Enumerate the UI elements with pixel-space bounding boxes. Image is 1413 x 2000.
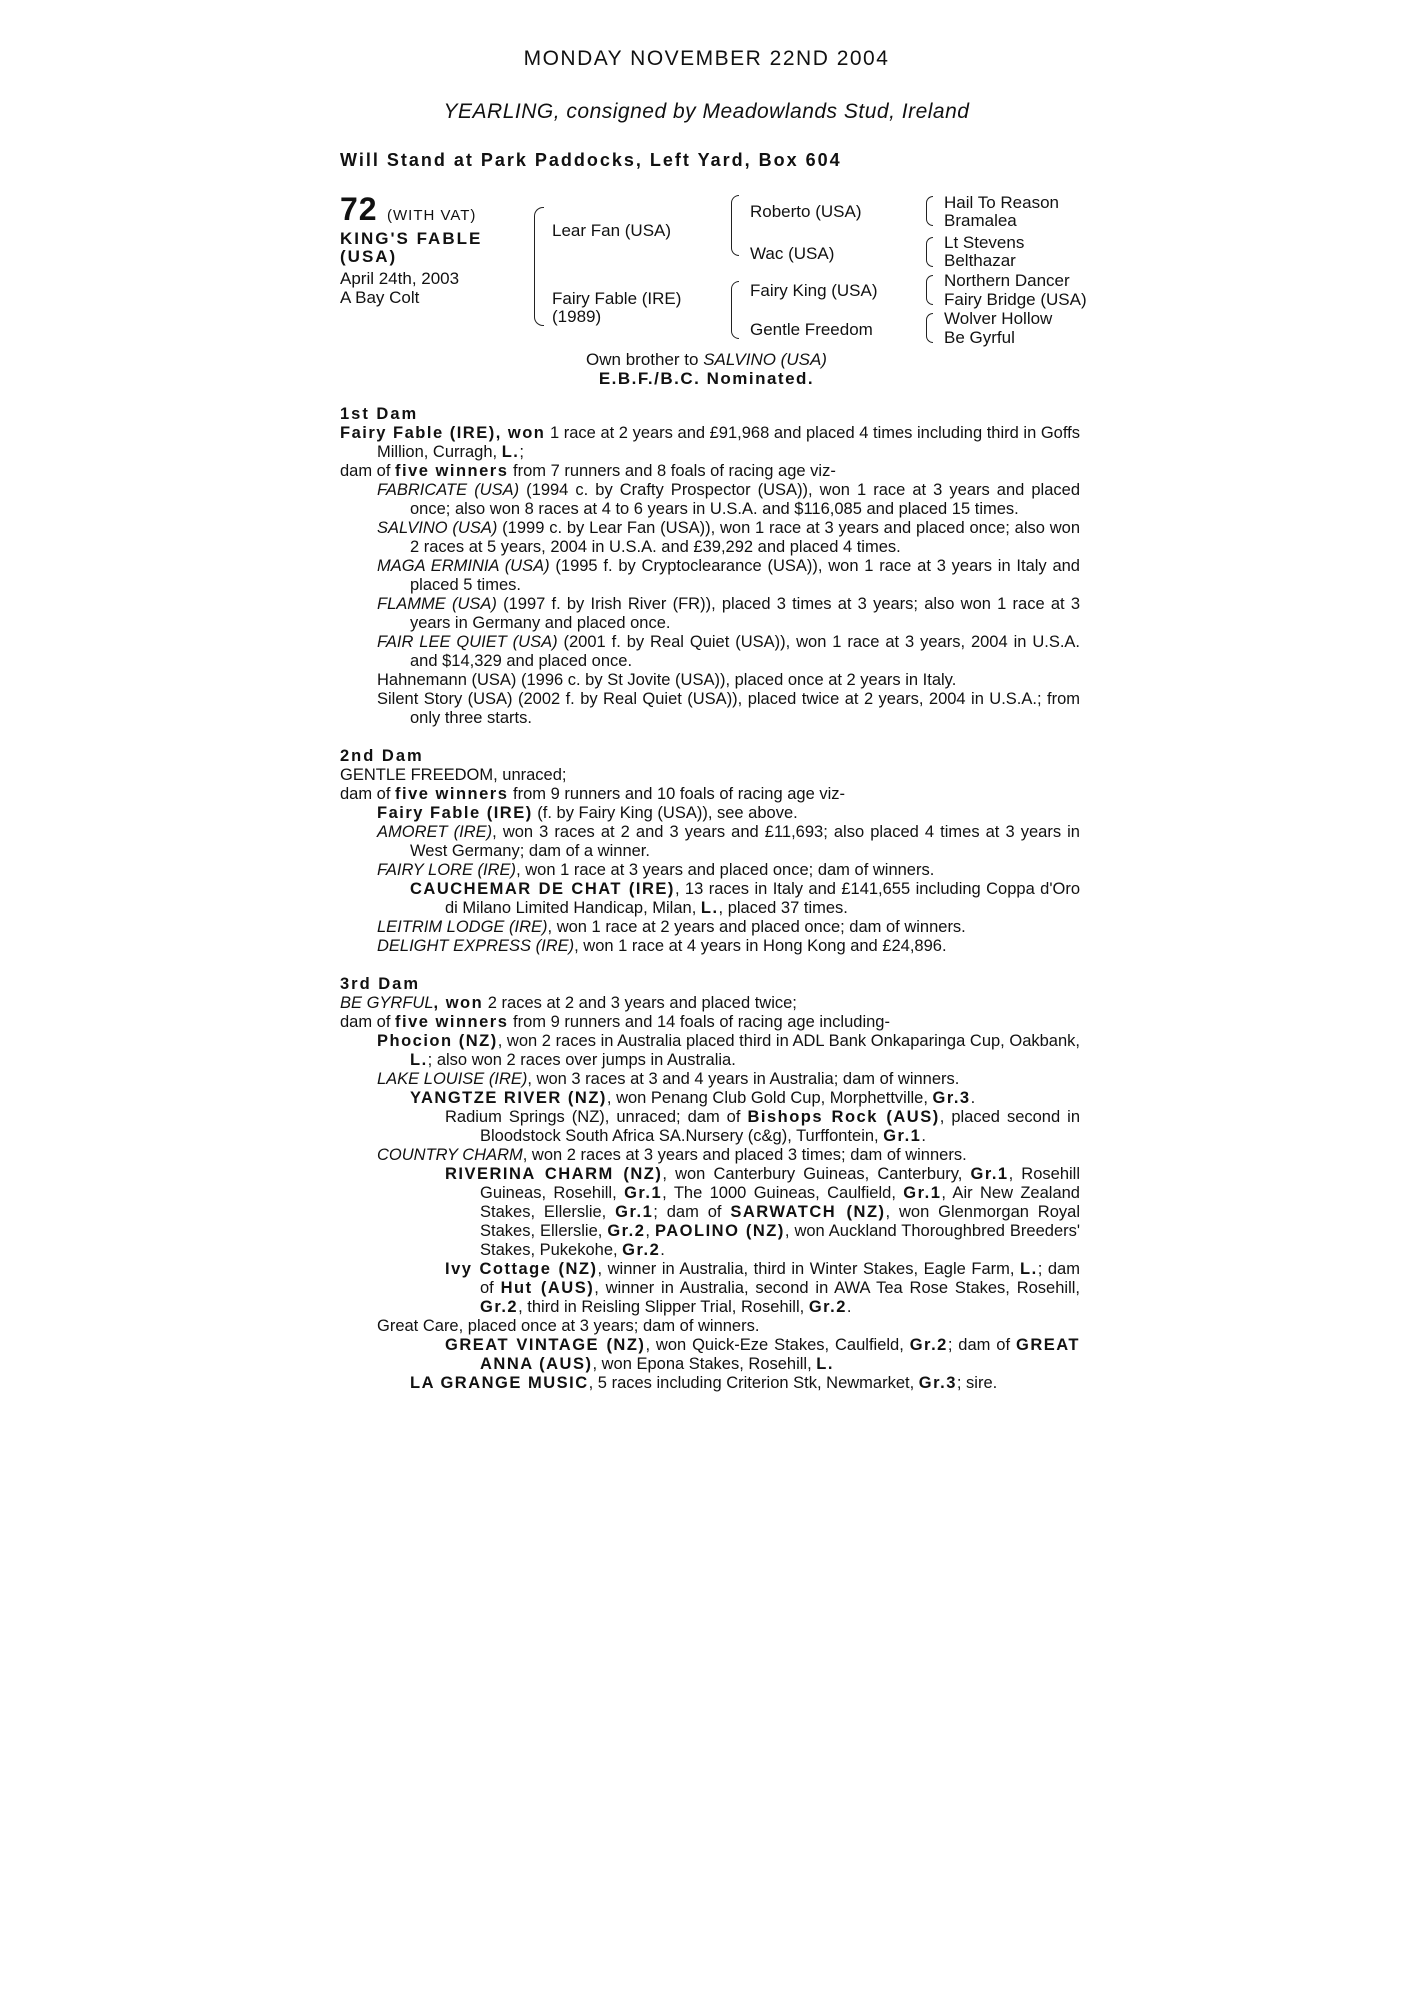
foal-name: LEITRIM LODGE (IRE): [377, 918, 548, 936]
horse-name-line2: (USA): [340, 247, 398, 266]
race-grade: L.: [410, 1051, 428, 1069]
pedigree-dam-line2: (1989): [552, 307, 602, 326]
foal-entry: Hahnemann (USA) (1996 c. by St Jovite (USA)), placed once at 2 years in Italy.: [377, 671, 957, 689]
pedigree-g3-3: Lt Stevens: [944, 233, 1025, 252]
third-dam-won: , won: [433, 994, 484, 1012]
race-grade: L.: [816, 1355, 834, 1373]
foal-entry: [340, 633, 1080, 671]
grand-foal-entry: [340, 1336, 1080, 1374]
foal-entry: [340, 1032, 1080, 1070]
foal-name: FAIR LEE QUIET (USA): [377, 633, 558, 651]
foal-entry: [340, 595, 1080, 633]
sale-date: MONDAY NOVEMBER 22ND 2004: [523, 47, 890, 70]
pedigree-g3-8: Be Gyrful: [944, 328, 1015, 347]
foal-entry: [340, 937, 1080, 956]
foal-text: , winner in Australia, second in AWA Tea Rose Stakes, Rosehill,: [594, 1279, 1080, 1297]
first-dam-text: 1 race at 2 years and £91,968 and placed 4 times including third in Goffs Million, Curragh,: [377, 424, 1080, 461]
pedigree-brace-dam-line: [731, 281, 739, 339]
grand-foal-entry: [340, 1260, 1080, 1317]
foal-text-end: , placed 37 times.: [718, 899, 848, 917]
produce-prefix: dam of: [340, 462, 396, 480]
foal-name: FLAMME (USA): [377, 595, 497, 613]
produce-record: [340, 405, 1080, 1393]
foal-text: , won Quick-Eze Stakes, Caulfield,: [645, 1336, 910, 1354]
second-dam-record: GENTLE FREEDOM, unraced;: [340, 766, 567, 784]
brother-name: SALVINO (USA): [703, 350, 827, 369]
foal-name: PAOLINO (NZ): [654, 1222, 785, 1240]
foal-entry: [340, 804, 1080, 823]
race-grade: Gr.3: [918, 1374, 957, 1392]
race-grade: Gr.1: [624, 1184, 663, 1202]
race-grade: Gr.3: [932, 1089, 971, 1107]
horse-name: [340, 230, 482, 266]
pedigree-g3-6: Fairy Bridge (USA): [944, 290, 1087, 309]
first-dam-name: Fairy Fable (IRE): [340, 424, 496, 442]
foal-name: DELIGHT EXPRESS (IRE): [377, 937, 575, 955]
third-dam-text: 2 races at 2 and 3 years and placed twice;: [483, 994, 797, 1012]
foal-name: Ivy Cottage (NZ): [445, 1260, 598, 1278]
foal-text-end: .: [660, 1241, 665, 1259]
pedigree-dam: [552, 290, 681, 326]
third-dam-produce: [340, 1013, 1080, 1032]
produce-text: from 9 runners and 10 foals of racing age viz-: [508, 785, 845, 803]
foal-name: CAUCHEMAR DE CHAT (IRE): [410, 880, 675, 898]
produce-winners: five winners: [395, 785, 509, 803]
pedigree-brace-sire-line: [731, 195, 739, 256]
grand-foal-entry: [340, 1089, 1080, 1108]
horse-details: [340, 269, 459, 307]
foal-text: , placed second in Bloodstock South Africa SA.Nursery (c&g), Turffontein,: [480, 1108, 1080, 1145]
consignment-line: YEARLING, consigned by Meadowlands Stud, Ireland: [443, 100, 970, 123]
foal-text: , won 1 race at 4 years in Hong Kong and £24,896.: [574, 937, 947, 955]
foal-text: (2001 f. by Real Quiet (USA)), won 1 race at 3 years, 2004 in U.S.A. and $14,329 and placed once.: [410, 633, 1080, 670]
foal-name: RIVERINA CHARM (NZ): [445, 1165, 663, 1183]
foal-text: , third in Reisling Slipper Trial, Rosehill,: [518, 1298, 809, 1316]
race-grade: Gr.1: [615, 1203, 654, 1221]
pedigree-dam-line1: Fairy Fable (IRE): [552, 289, 682, 308]
foal-text-end: .: [846, 1298, 852, 1316]
foal-text: , 5 races including Criterion Stk, Newmarket,: [588, 1374, 919, 1392]
produce-winners: five winners: [395, 462, 509, 480]
vat-label: (WITH VAT): [387, 207, 477, 224]
pedigree-g3-1: Hail To Reason: [944, 193, 1059, 212]
third-dam-name: BE GYRFUL: [340, 994, 434, 1012]
pedigree-dam-dam: Gentle Freedom: [750, 320, 873, 339]
foal-text: , won Epona Stakes, Rosehill,: [592, 1355, 817, 1373]
foal-entry: [340, 481, 1080, 519]
race-grade: Gr.1: [903, 1184, 942, 1202]
grand-foal-entry: [340, 880, 1080, 918]
pedigree-brace-g3-3: [926, 275, 933, 305]
pedigree-sire-dam: Wac (USA): [750, 244, 835, 263]
foal-entry: [340, 1146, 1080, 1165]
foal-text: , won 1 race at 2 years and placed once; dam of winners.: [547, 918, 966, 936]
foal-entry: [340, 861, 1080, 880]
foal-text: , 13 races in Italy and £141,655 including Coppa d'Oro di Milano Limited Handicap, Milan,: [445, 880, 1080, 917]
foal-name: Hut (AUS): [500, 1279, 595, 1297]
foal-name: AMORET (IRE): [377, 823, 493, 841]
pedigree-brace-g3-4: [926, 313, 933, 343]
horse-description: A Bay Colt: [340, 288, 420, 307]
nomination-note: E.B.F./B.C. Nominated.: [598, 369, 815, 388]
foal-name: Fairy Fable (IRE): [377, 804, 533, 822]
foal-text: , won Canterbury Guineas, Canterbury,: [662, 1165, 971, 1183]
lot-number: 72: [340, 191, 378, 227]
foal-entry: [340, 557, 1080, 595]
foal-text: , won Auckland Thoroughbred Breeders' Stakes, Pukekohe,: [480, 1222, 1081, 1259]
foal-text-end: ; also won 2 races over jumps in Australia.: [427, 1051, 736, 1069]
section-heading-1st-dam: 1st Dam: [340, 405, 419, 423]
section-heading-3rd-dam: 3rd Dam: [340, 975, 421, 993]
produce-text: from 7 runners and 8 foals of racing age viz-: [508, 462, 836, 480]
foal-text-end: ; sire.: [956, 1374, 998, 1392]
foal-text: ; dam of: [480, 1260, 1080, 1297]
pedigree-g3-7: Wolver Hollow: [944, 309, 1053, 328]
foaling-date: April 24th, 2003: [340, 269, 460, 288]
race-grade: Gr.1: [970, 1165, 1009, 1183]
produce-winners: five winners: [395, 1013, 509, 1031]
foal-text-end: .: [921, 1127, 926, 1145]
race-grade: L.: [700, 899, 719, 917]
foal-name: LAKE LOUISE (IRE): [377, 1070, 528, 1088]
foal-name: FAIRY LORE (IRE): [377, 861, 517, 879]
race-grade: L.: [1020, 1260, 1038, 1278]
race-grade: Gr.1: [883, 1127, 922, 1145]
pedigree-brace-sire-dam: [534, 207, 544, 326]
foal-name: YANGTZE RIVER (NZ): [410, 1089, 607, 1107]
foal-text: , won 2 races in Australia placed third in ADL Bank Onkaparinga Cup, Oakbank,: [497, 1032, 1080, 1050]
foal-name: LA GRANGE MUSIC: [410, 1374, 589, 1392]
foal-text: ,: [645, 1222, 655, 1240]
foal-entry: Silent Story (USA) (2002 f. by Real Quiet (USA)), placed twice at 2 years, 2004 in U.S.A.; from only three starts.: [377, 690, 1080, 727]
pedigree-g3-5: Northern Dancer: [944, 271, 1070, 290]
foal-entry: [340, 823, 1080, 861]
second-dam-produce: [340, 785, 1080, 804]
pedigree-sire-sire: Roberto (USA): [750, 202, 862, 221]
section-heading-2nd-dam: 2nd Dam: [340, 747, 424, 765]
foal-text: (1999 c. by Lear Fan (USA)), won 1 race at 3 years and placed once; also won 2 races at 5 years, 2004 in U.S.A. and £39,292 and placed 4 times.: [410, 519, 1080, 556]
foal-text: , won Glenmorgan Royal Stakes, Ellerslie,: [480, 1203, 1080, 1240]
foal-entry: Great Care, placed once at 3 years; dam of winners.: [377, 1317, 760, 1335]
foal-name: MAGA ERMINIA (USA): [377, 557, 550, 575]
foal-text: , The 1000 Guineas, Caulfield,: [662, 1184, 904, 1202]
pedigree-sire: Lear Fan (USA): [552, 221, 672, 240]
brother-prefix: Own brother to: [586, 350, 704, 369]
foal-text: , won 3 races at 2 and 3 years and £11,693; also placed 4 times at 3 years in West Germany; dam of a winner.: [410, 823, 1080, 860]
first-dam-grade: L.: [501, 443, 520, 461]
pedigree-brace-g3-1: [926, 196, 933, 226]
horse-name-line1: KING'S FABLE: [340, 229, 483, 248]
foal-entry: [340, 519, 1080, 557]
produce-text: from 9 runners and 14 foals of racing age including-: [508, 1013, 890, 1031]
foal-text: (1995 f. by Cryptoclearance (USA)), won 1 race at 3 years in Italy and placed 5 times.: [410, 557, 1080, 594]
first-dam-won: , won: [495, 424, 546, 442]
race-grade: Gr.2: [909, 1336, 948, 1354]
foal-text: , Rosehill Guineas, Rosehill,: [480, 1165, 1080, 1202]
race-grade: Gr.2: [808, 1298, 847, 1316]
grand-foal-entry: [340, 1165, 1080, 1260]
foal-name: SALVINO (USA): [377, 519, 498, 537]
foal-name: Bishops Rock (AUS): [747, 1108, 940, 1126]
foal-text: Radium Springs (NZ), unraced; dam of: [445, 1108, 748, 1126]
pedigree-brace-g3-2: [926, 237, 933, 267]
foal-text: , won 3 races at 3 and 4 years in Australia; dam of winners.: [527, 1070, 960, 1088]
race-grade: Gr.2: [607, 1222, 646, 1240]
third-dam-record: [340, 994, 1080, 1013]
pedigree-g3-4: Belthazar: [944, 251, 1016, 270]
foal-entry: [340, 918, 1080, 937]
stand-location: Will Stand at Park Paddocks, Left Yard, Box 604: [340, 150, 842, 170]
foal-text: , won 2 races at 3 years and placed 3 times; dam of winners.: [522, 1146, 967, 1164]
foal-text: , winner in Australia, third in Winter Stakes, Eagle Farm,: [597, 1260, 1021, 1278]
foal-text: (1994 c. by Crafty Prospector (USA)), won 1 race at 3 years and placed once; also won 8 races at 4 to 6 years in U.S.A. and $116,085 and placed 15 times.: [410, 481, 1080, 518]
grand-foal-entry: [340, 1108, 1080, 1146]
race-grade: Gr.2: [480, 1298, 519, 1316]
foal-text-end: .: [970, 1089, 976, 1107]
foal-text: (1997 f. by Irish River (FR)), placed 3 times at 3 years; also won 1 race at 3 years in Germany and placed once.: [410, 595, 1080, 632]
foal-text: ; dam of: [653, 1203, 731, 1221]
foal-name: GREAT ANNA (AUS): [480, 1336, 1081, 1373]
produce-prefix: dam of: [340, 785, 396, 803]
foal-name: SARWATCH (NZ): [730, 1203, 886, 1221]
foal-name: Phocion (NZ): [377, 1032, 498, 1050]
brother-note: [0, 350, 1413, 370]
foal-text: , Air New Zealand Stakes, Ellerslie,: [480, 1184, 1080, 1221]
first-dam-produce: [340, 462, 1080, 481]
first-dam-end: ;: [519, 443, 524, 461]
race-grade: Gr.2: [622, 1241, 661, 1259]
pedigree-dam-sire: Fairy King (USA): [750, 281, 878, 300]
pedigree-g3-2: Bramalea: [944, 211, 1017, 230]
foal-name: COUNTRY CHARM: [377, 1146, 523, 1164]
foal-text: ; dam of: [947, 1336, 1016, 1354]
foal-entry: [340, 1070, 1080, 1089]
grand-foal-entry: [340, 1374, 1080, 1393]
foal-name: FABRICATE (USA): [377, 481, 520, 499]
produce-prefix: dam of: [340, 1013, 396, 1031]
foal-text: , won Penang Club Gold Cup, Morphettville,: [606, 1089, 933, 1107]
foal-text: (f. by Fairy King (USA)), see above.: [532, 804, 798, 822]
first-dam-record: [340, 424, 1080, 462]
foal-name: GREAT VINTAGE (NZ): [445, 1336, 646, 1354]
foal-text: , won 1 race at 3 years and placed once; dam of winners.: [516, 861, 935, 879]
